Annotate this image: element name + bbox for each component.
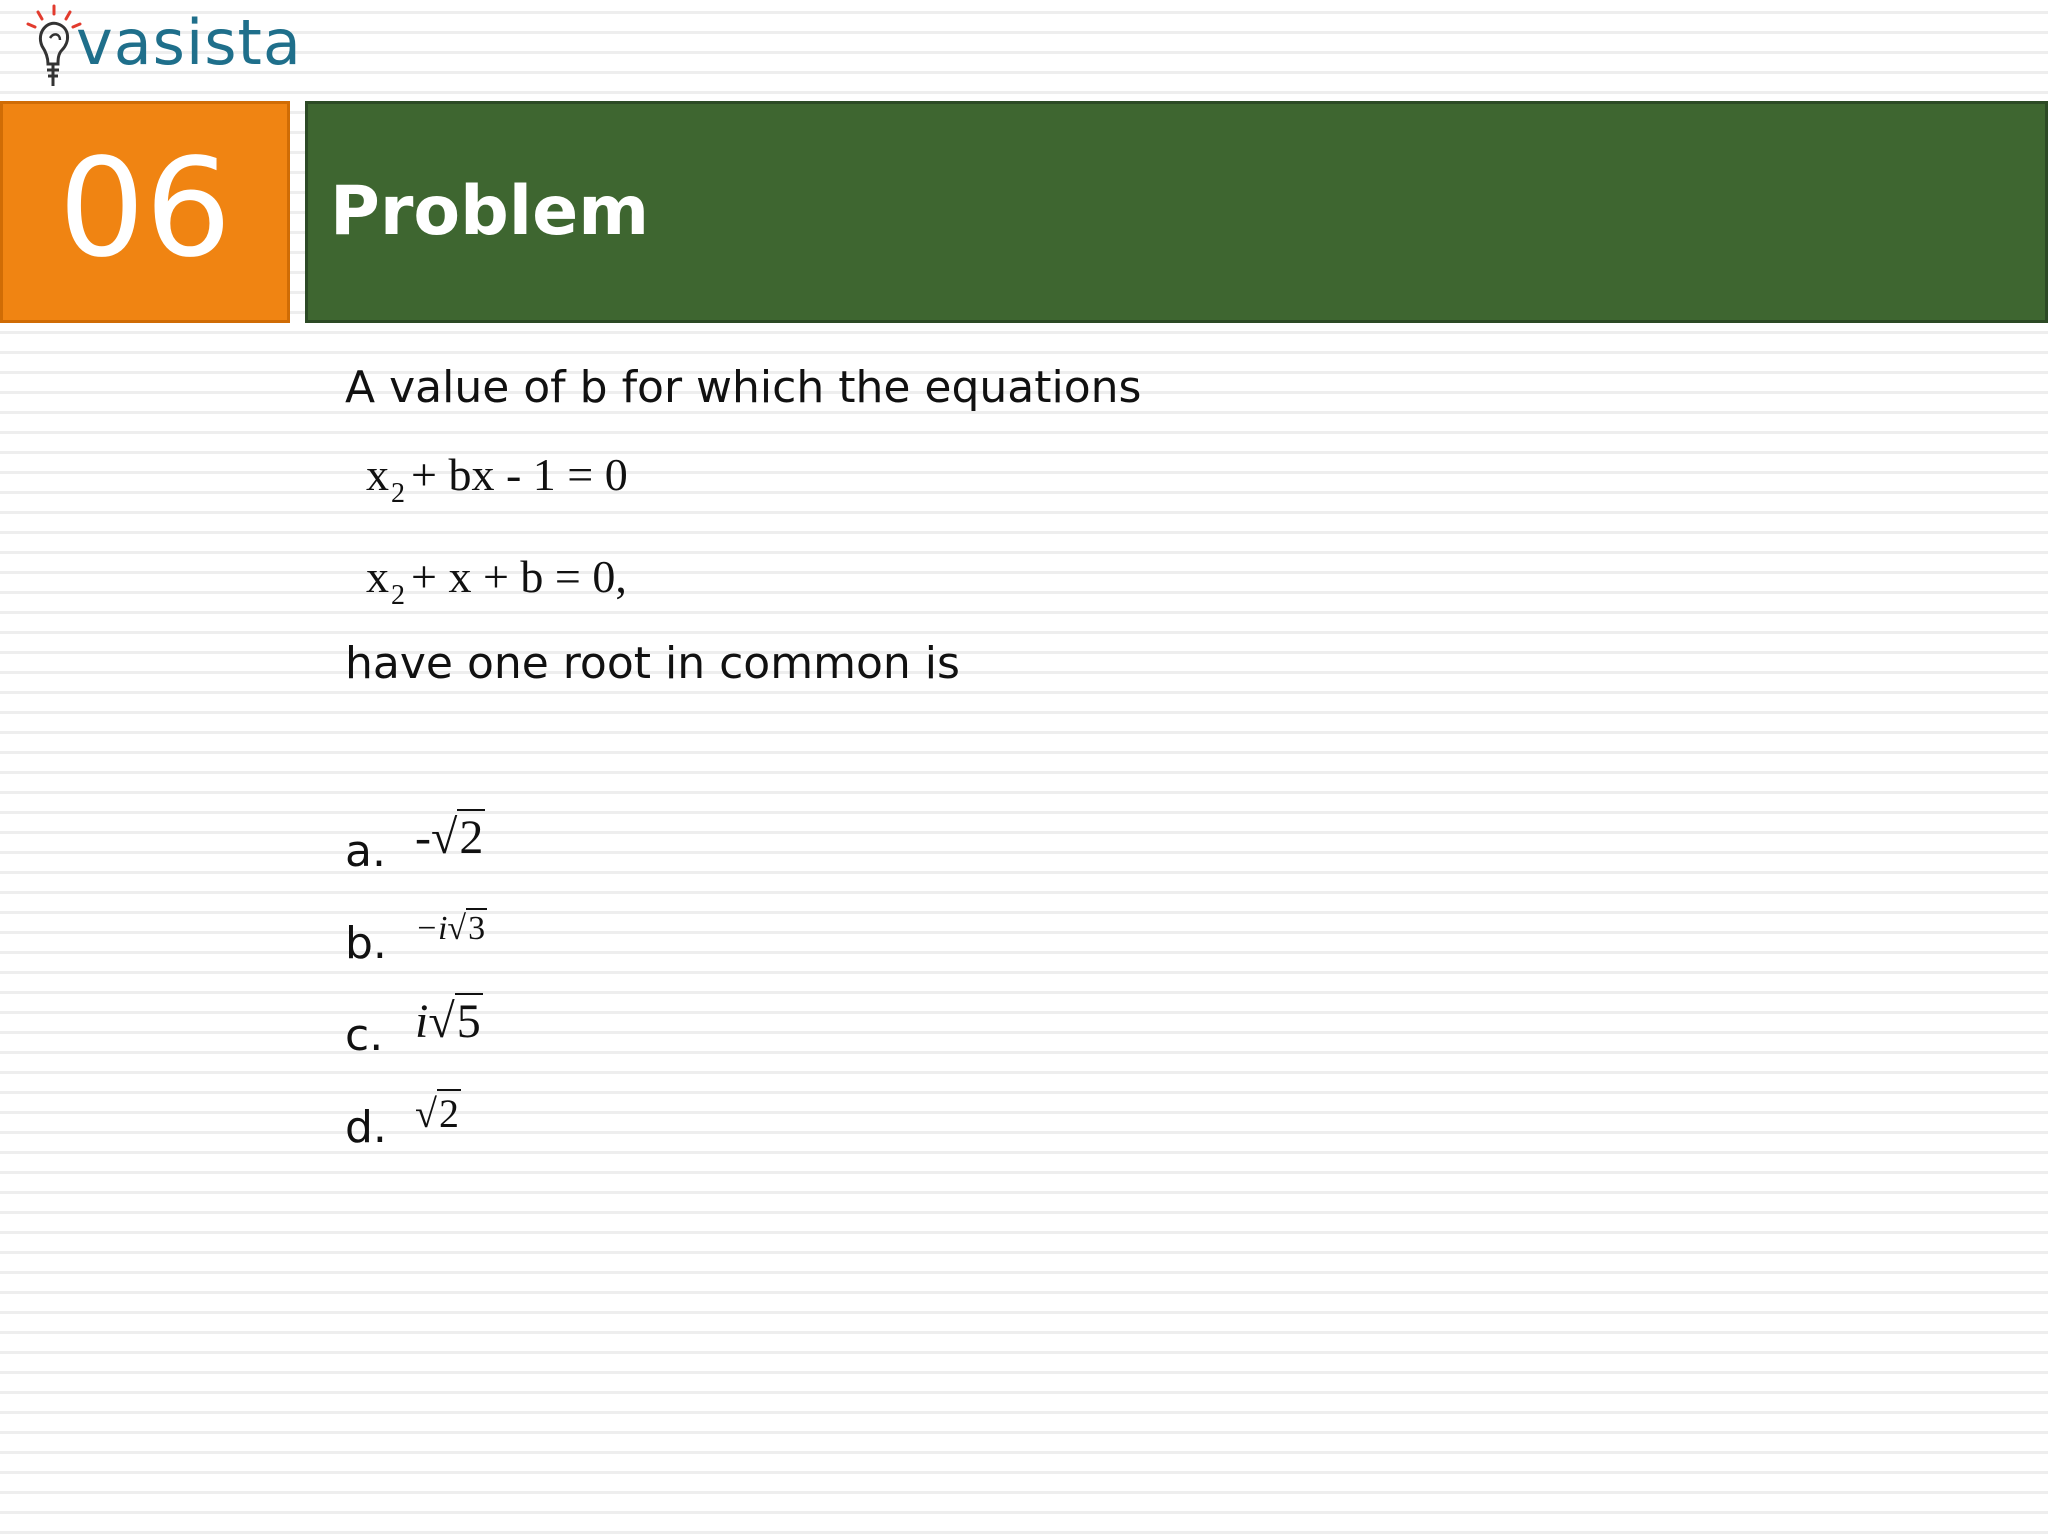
title-bar <box>305 101 2048 323</box>
option-prefix: i <box>415 995 429 1048</box>
equation-1 <box>366 449 628 509</box>
sqrt-icon: √ <box>447 910 467 947</box>
option-c[interactable] <box>345 995 645 1068</box>
vasista-logo <box>20 2 302 98</box>
option-expression <box>415 1091 461 1136</box>
slide-title: Problem <box>330 172 650 251</box>
sqrt-icon: √ <box>415 1091 437 1136</box>
option-label: d. <box>345 1102 387 1153</box>
option-label: b. <box>345 918 387 969</box>
option-prefix: - <box>415 811 431 864</box>
option-radicand: 2 <box>438 1091 459 1136</box>
slide-number-box <box>0 101 290 323</box>
sqrt-icon: √ <box>430 811 458 864</box>
option-d[interactable] <box>345 1090 645 1160</box>
equation-1-sub: 2 <box>391 478 405 509</box>
option-b[interactable] <box>345 906 645 976</box>
option-expression <box>415 811 485 864</box>
option-radicand: 3 <box>468 910 486 947</box>
slide-number: 06 <box>58 130 232 288</box>
sqrt-icon: √ <box>428 995 455 1048</box>
equation-2-base: x <box>366 551 389 602</box>
option-prefix: −i <box>415 910 448 947</box>
equation-2 <box>366 551 627 611</box>
equation-2-sub: 2 <box>391 580 405 611</box>
equation-1-base: x <box>366 449 389 500</box>
equation-1-rest: + bx - 1 = 0 <box>411 449 628 500</box>
option-a[interactable] <box>345 811 645 884</box>
option-radicand: 2 <box>459 811 484 864</box>
equation-2-rest: + x + b = 0, <box>411 551 627 602</box>
option-radicand: 5 <box>456 995 481 1048</box>
option-label: a. <box>345 826 386 877</box>
question-outro: have one root in common is <box>345 638 960 689</box>
logo-text: vasista <box>76 6 302 79</box>
question-intro: A value of b for which the equations <box>345 362 1142 413</box>
option-label: c. <box>345 1010 384 1061</box>
option-expression <box>415 995 483 1048</box>
option-expression <box>415 912 487 946</box>
